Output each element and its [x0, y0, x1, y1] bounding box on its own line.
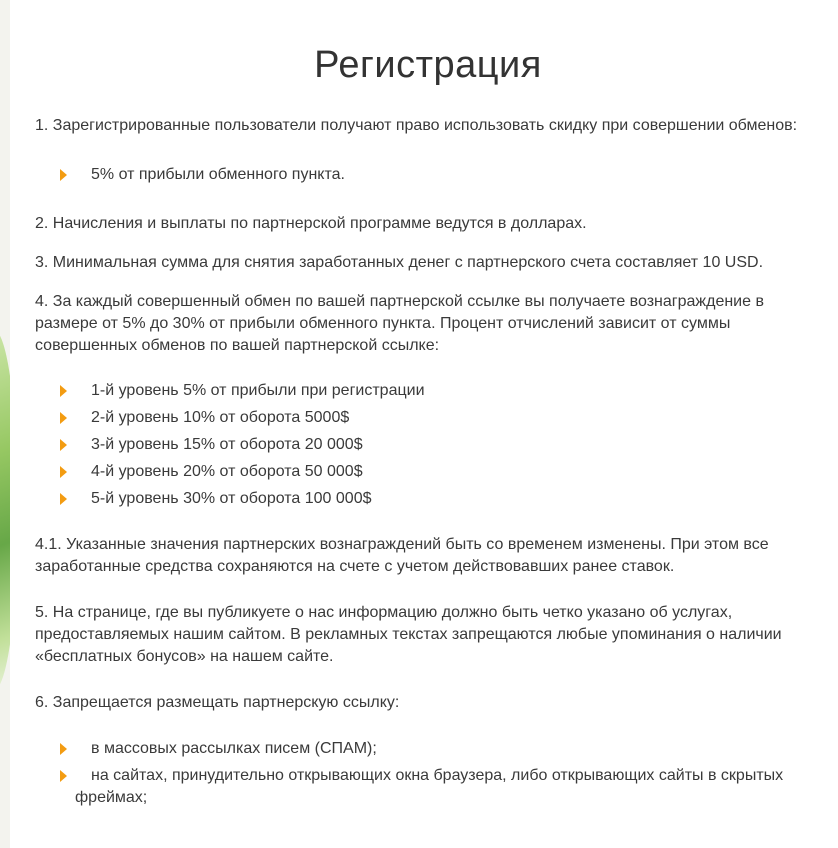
rule-1: 1. Зарегистрированные пользователи получают право использовать скидку при совершении обменов:: [35, 117, 798, 134]
list-item-text: 3-й уровень 15% от оборота 20 000$: [91, 436, 363, 453]
list-item: [35, 765, 820, 809]
list-item-text: 2-й уровень 10% от оборота 5000$: [91, 409, 350, 426]
rule-4: 4. За каждый совершенный обмен по вашей партнерской ссылке вы получаете вознаграждение в размере от 5% до 30% от прибыли обменного пункта. Процент отчислений зависит от суммы совершенных обменов по вашей партнерской ссылке:: [35, 293, 764, 354]
orange-arrow-icon: [60, 743, 67, 755]
rules-content: [35, 115, 820, 814]
page-title: Регистрация: [314, 44, 542, 86]
discount-list: [35, 164, 820, 186]
rule-5: 5. На странице, где вы публикуете о нас информацию должно быть четко указано об услугах, предоставляемых нашим сайтом. В рекламных текстах запрещаются любые упоминания о наличии «бесплатных бонусов» на нашем сайте.: [35, 604, 782, 665]
orange-arrow-icon: [60, 770, 67, 782]
list-item-text: 4-й уровень 20% от оборота 50 000$: [91, 463, 363, 480]
list-item: [35, 407, 820, 429]
list-item: [35, 738, 820, 760]
list-item-text: 1-й уровень 5% от прибыли при регистрации: [91, 382, 425, 399]
list-item: [35, 434, 820, 456]
orange-arrow-icon: [60, 169, 67, 181]
orange-arrow-icon: [60, 493, 67, 505]
prohibited-list: [35, 738, 820, 809]
orange-arrow-icon: [60, 439, 67, 451]
rule-3: 3. Минимальная сумма для снятия заработанных денег с партнерского счета составляет 10 USD.: [35, 254, 764, 271]
list-item-text: на сайтах, принудительно открывающих окна браузера, либо открывающих сайты в скрытых фреймах;: [75, 767, 784, 806]
list-item-text: 5-й уровень 30% от оборота 100 000$: [91, 490, 372, 507]
rule-6: 6. Запрещается размещать партнерскую ссылку:: [35, 694, 400, 711]
list-item-text: в массовых рассылках писем (СПАМ);: [91, 740, 377, 757]
orange-arrow-icon: [60, 385, 67, 397]
list-item: [35, 461, 820, 483]
orange-arrow-icon: [60, 466, 67, 478]
list-item: [35, 380, 820, 402]
levels-list: [35, 380, 820, 510]
list-item: [35, 488, 820, 510]
list-item: [35, 164, 820, 186]
rule-2: 2. Начисления и выплаты по партнерской программе ведутся в долларах.: [35, 215, 587, 232]
rule-4-1: 4.1. Указанные значения партнерских вознаграждений быть со временем изменены. При этом все заработанные средства сохраняются на счете с учетом действовавших ранее ставок.: [35, 536, 769, 575]
list-item-text: 5% от прибыли обменного пункта.: [91, 166, 345, 183]
orange-arrow-icon: [60, 412, 67, 424]
content-panel: [10, 0, 838, 848]
